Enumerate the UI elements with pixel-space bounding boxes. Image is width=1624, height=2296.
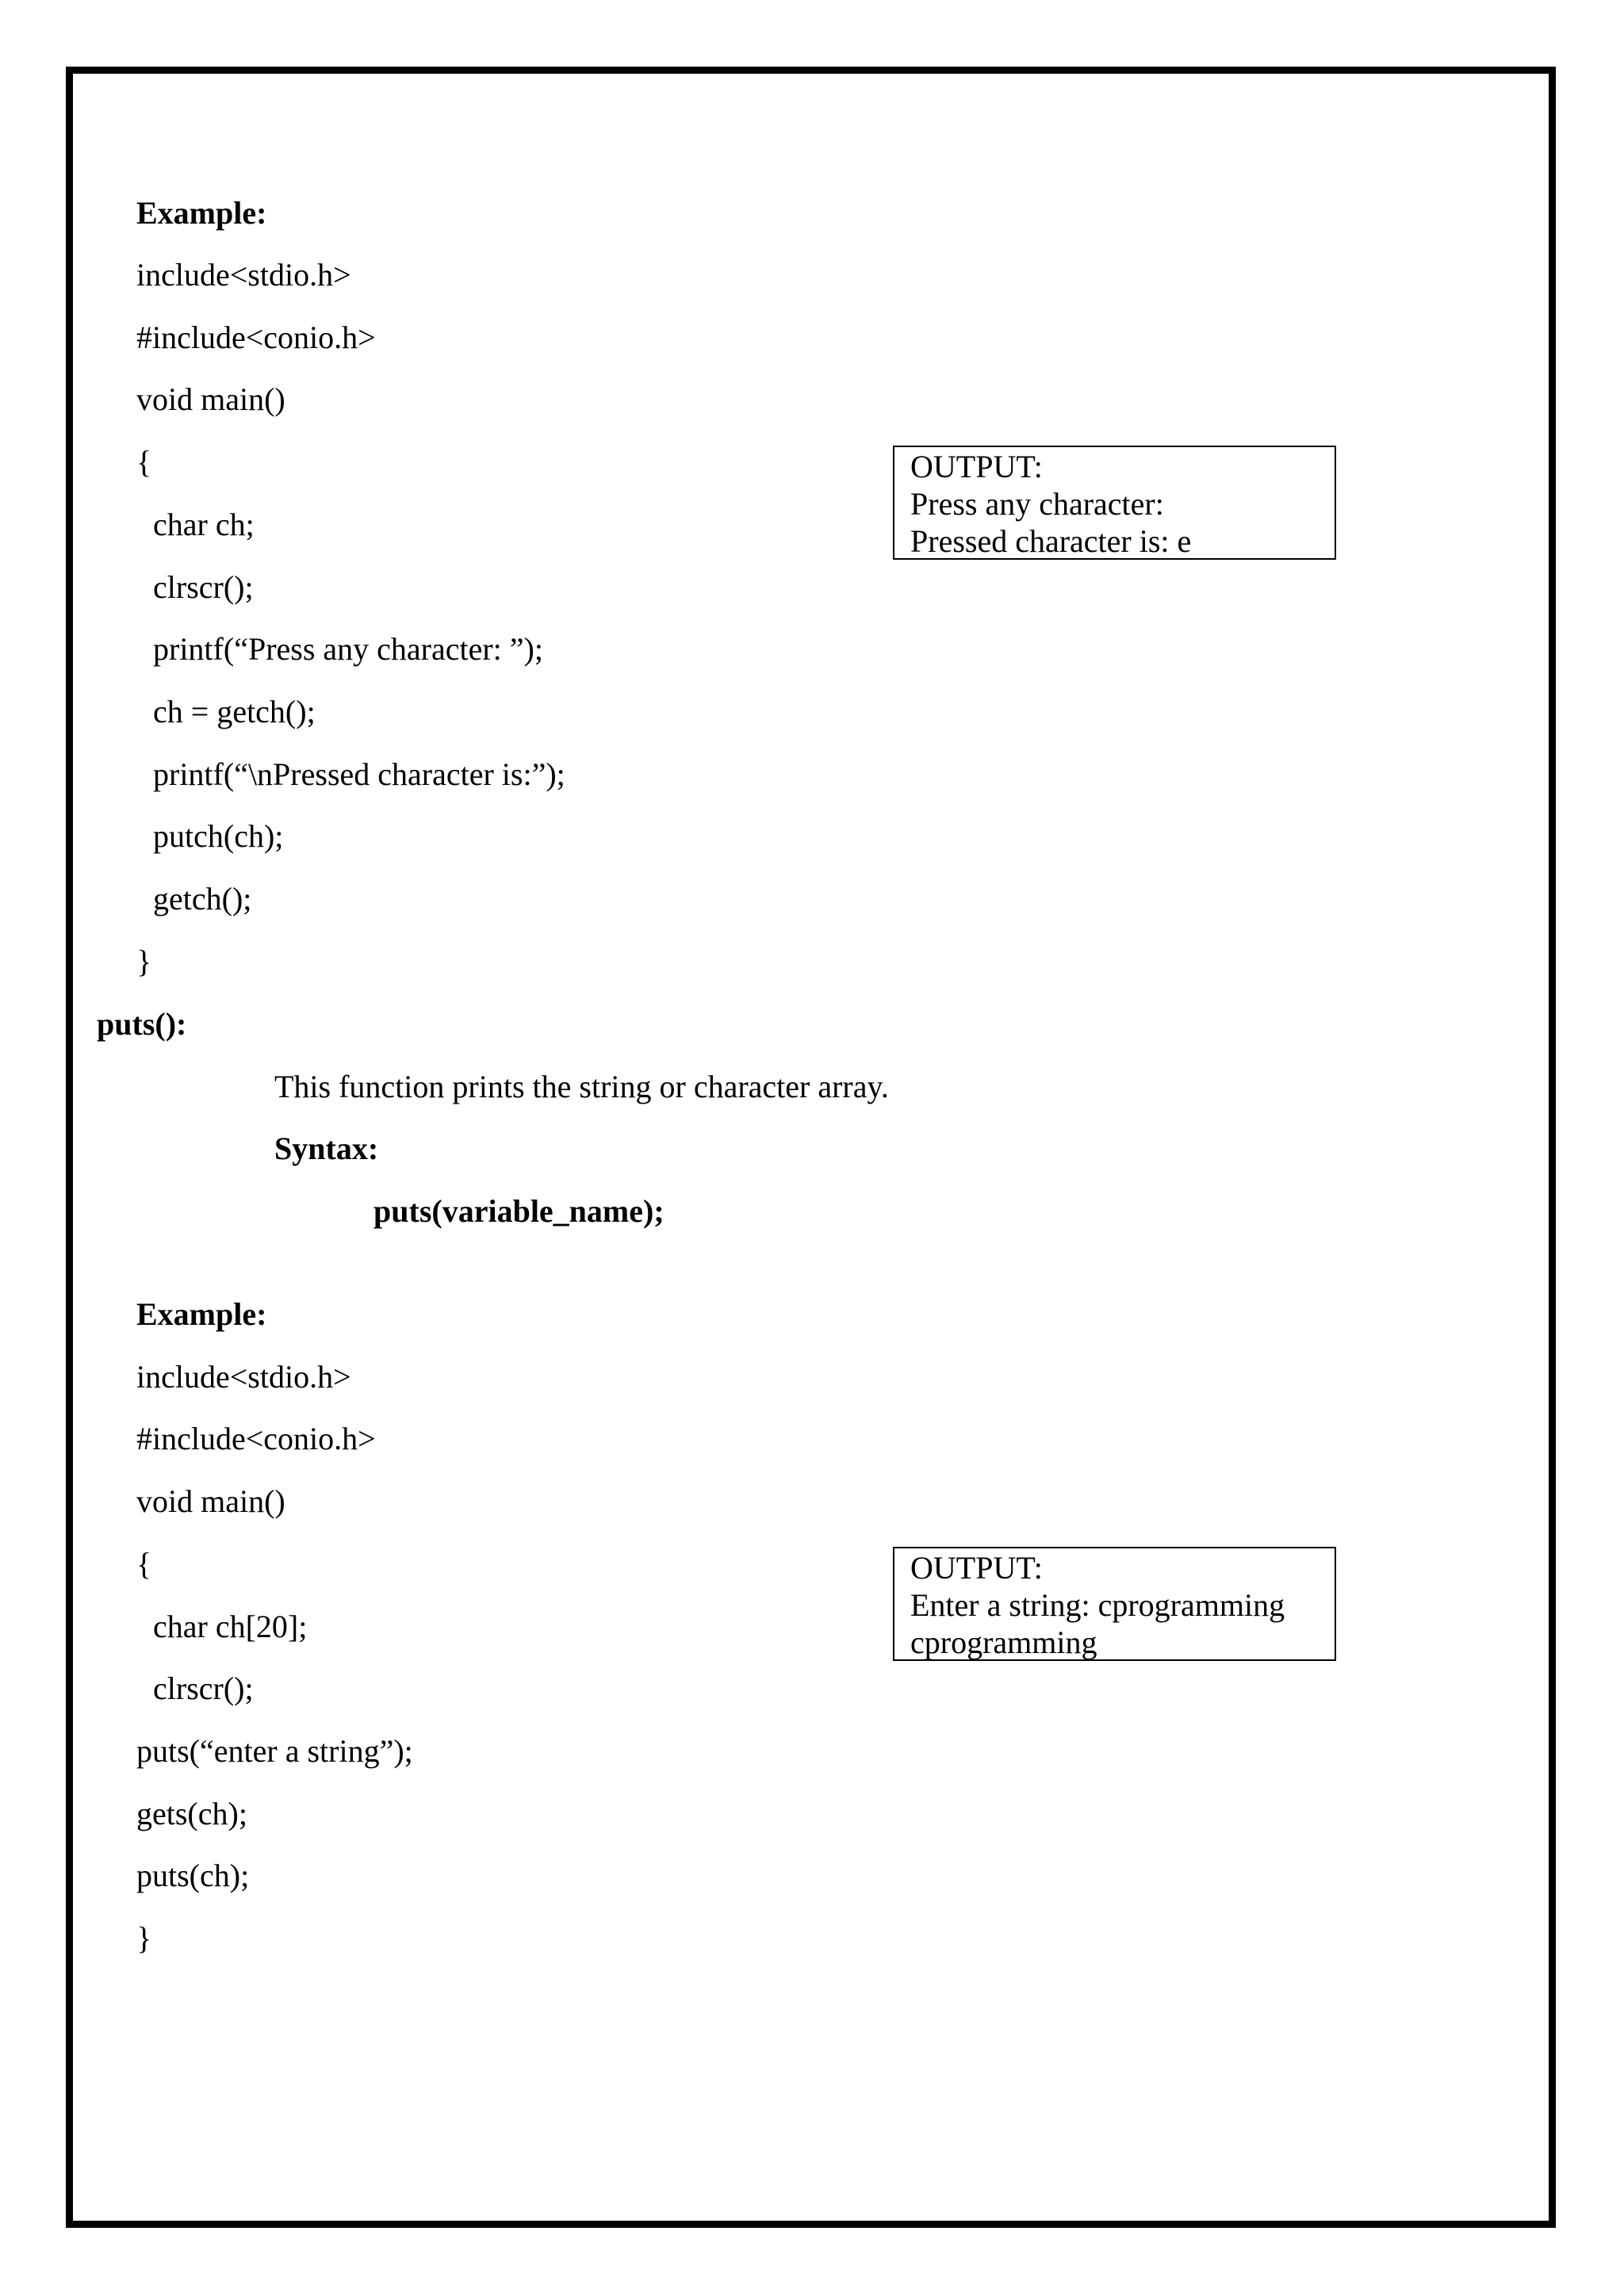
example-heading: Example: (136, 195, 267, 231)
code-line: #include<conio.h> (136, 320, 376, 355)
section-title: puts(): (97, 1006, 187, 1042)
code-line: clrscr(); (153, 569, 254, 605)
section-description: This function prints the string or character array. (274, 1069, 889, 1104)
output-box (893, 446, 1336, 560)
output-line: cprogramming (910, 1624, 1097, 1660)
output-box (893, 1547, 1336, 1661)
output-line: Press any character: (910, 486, 1164, 522)
code-line: { (136, 1546, 152, 1582)
output-line: OUTPUT: (910, 1550, 1043, 1586)
code-line: puts(ch); (136, 1858, 250, 1893)
code-line: include<stdio.h> (136, 1359, 351, 1395)
code-line: puts(“enter a string”); (136, 1733, 413, 1769)
code-line: void main() (136, 1483, 285, 1519)
code-line: printf(“\nPressed character is:”); (153, 756, 565, 792)
syntax-statement: puts(variable_name); (373, 1193, 665, 1229)
code-line: putch(ch); (153, 818, 284, 854)
syntax-label: Syntax: (274, 1131, 379, 1166)
output-line: Enter a string: cprogramming (910, 1587, 1285, 1623)
code-line: char ch; (153, 507, 255, 542)
code-line: #include<conio.h> (136, 1421, 376, 1456)
code-line: ch = getch(); (153, 694, 316, 729)
output-line: OUTPUT: (910, 449, 1043, 484)
code-line: char ch[20]; (153, 1609, 308, 1644)
code-line: printf(“Press any character: ”); (153, 631, 543, 667)
code-line: include<stdio.h> (136, 257, 351, 293)
output-line: Pressed character is: e (910, 523, 1192, 559)
code-line: } (136, 943, 152, 979)
code-line: gets(ch); (136, 1796, 247, 1831)
code-line: { (136, 444, 152, 480)
code-line: getch(); (153, 881, 252, 916)
code-line: clrscr(); (153, 1670, 254, 1706)
code-line: void main() (136, 381, 285, 417)
code-line: } (136, 1920, 152, 1956)
example-heading: Example: (136, 1296, 267, 1332)
